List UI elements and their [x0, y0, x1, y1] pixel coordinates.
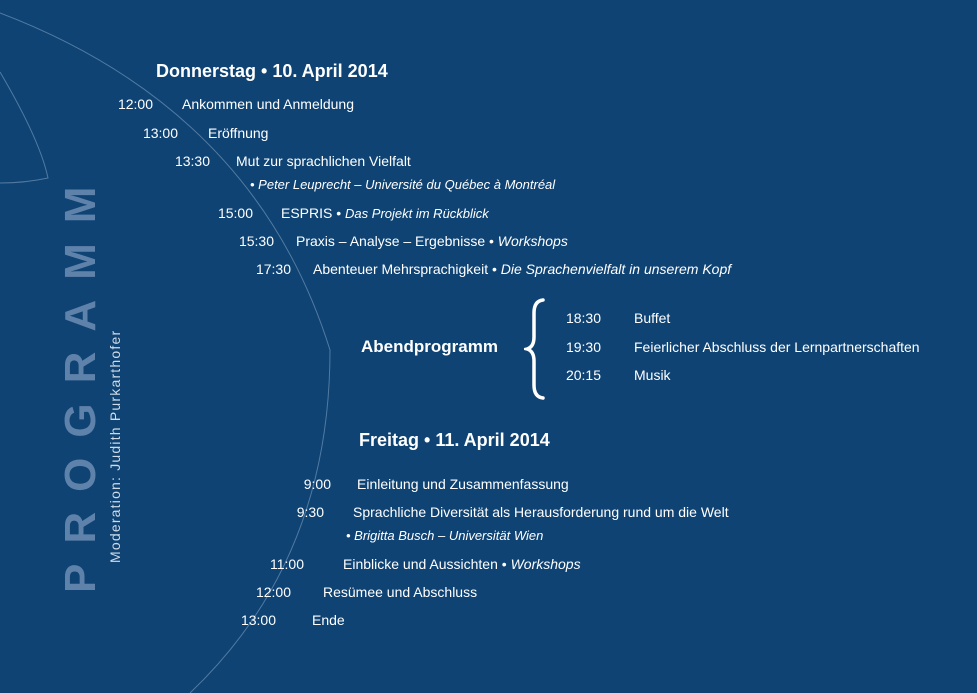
evening-time-2: 19:30 [565, 339, 601, 355]
day2-time-5: 13:00 [240, 612, 276, 628]
day2-time-3: 11:00 [270, 556, 304, 572]
day2-heading: Freitag • 11. April 2014 [359, 430, 550, 450]
day1-text-4 [281, 205, 489, 221]
day2-text-5: Ende [312, 612, 345, 628]
day2-time-1: 9:00 [303, 476, 331, 492]
evening-heading: Abendprogramm [361, 337, 498, 356]
day1-text-6 [313, 261, 731, 277]
day1-time-1: 12:00 [117, 96, 153, 112]
evening-text-1: Buffet [634, 310, 671, 326]
evening-text-3: Musik [634, 367, 671, 383]
day2-time-2: 9:30 [296, 504, 324, 520]
day1-text-2: Eröffnung [208, 125, 269, 141]
day1-text-6-main: Abenteuer Mehrsprachigkeit • [313, 261, 501, 277]
day2-text-1: Einleitung und Zusammenfassung [357, 476, 569, 492]
day1-text-5 [296, 233, 568, 249]
day1-text-6-italic: Die Sprachenvielfalt in unserem Kopf [500, 261, 732, 277]
day1-text-4-main: ESPRIS • [281, 205, 346, 221]
day2-text-3 [343, 556, 581, 572]
day2-text-3-main: Einblicke und Aussichten • [343, 556, 511, 572]
day1-text-3: Mut zur sprachlichen Vielfalt [236, 153, 411, 169]
day1-text-5-italic: Workshops [497, 233, 568, 249]
day1-text-5-main: Praxis – Analyse – Ergebnisse • [296, 233, 498, 249]
day2-text-2: Sprachliche Diversität als Herausforderung rund um die Welt [353, 504, 729, 520]
day1-text-1: Ankommen und Anmeldung [182, 96, 354, 112]
evening-text-2: Feierlicher Abschluss der Lernpartnerschaften [634, 339, 920, 355]
day1-time-4: 15:00 [217, 205, 253, 221]
day1-heading: Donnerstag • 10. April 2014 [156, 61, 388, 81]
day1-text-4-italic: Das Projekt im Rückblick [345, 206, 489, 221]
evening-time-1: 18:30 [565, 310, 601, 326]
day2-time-4: 12:00 [255, 584, 291, 600]
day1-time-5: 15:30 [238, 233, 274, 249]
day1-time-3: 13:30 [174, 153, 210, 169]
program-vertical-title: PROGRAMM [56, 166, 105, 593]
day2-text-4: Resümee und Abschluss [323, 584, 478, 600]
inner-arc [0, 72, 48, 183]
day1-speaker: • Peter Leuprecht – Université du Québec à Montréal [250, 177, 556, 192]
day2-speaker: • Brigitta Busch – Universität Wien [346, 528, 544, 543]
day2-text-3-italic: Workshops [510, 556, 581, 572]
evening-time-3: 20:15 [565, 367, 601, 383]
day1-time-2: 13:00 [142, 125, 178, 141]
day1-time-6: 17:30 [255, 261, 291, 277]
moderation-label: Moderation: Judith Purkarthofer [107, 329, 123, 563]
